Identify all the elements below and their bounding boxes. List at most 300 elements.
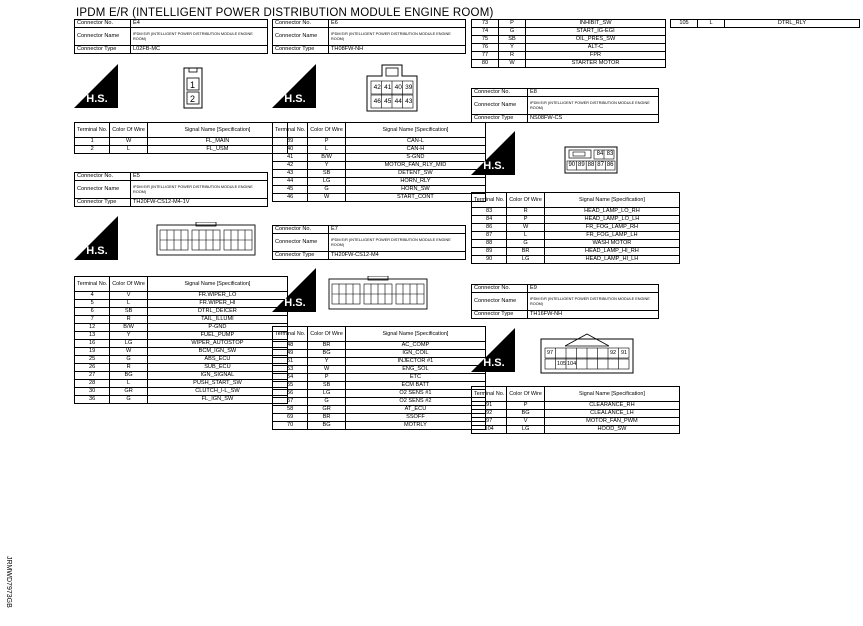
terminal-no: 44	[273, 178, 308, 186]
wire-color: W	[499, 60, 526, 68]
connector-type-label: Connector Type	[75, 199, 131, 207]
wire-color: G	[308, 398, 346, 406]
signal-name: HOOD_SW	[544, 426, 679, 434]
terminal-no: 45	[273, 186, 308, 194]
signal-name: MOTRLY	[345, 422, 485, 430]
connector-name-value: IPDM E/R (INTELLIGENT POWER DISTRIBUTION MODULE ENGINE ROOM)	[131, 28, 268, 46]
connector-name-value: IPDM E/R (INTELLIGENT POWER DISTRIBUTION MODULE ENGINE ROOM)	[528, 97, 659, 115]
table-row	[273, 170, 486, 178]
wire-color: R	[499, 52, 526, 60]
wire-color: BG	[308, 350, 346, 358]
wire-color: P	[507, 402, 545, 410]
pin-label: 86	[606, 162, 614, 168]
signal-name: CAN-L	[345, 138, 485, 146]
wire-color: LG	[308, 390, 346, 398]
wire-color: L	[110, 380, 148, 388]
terminal-no: 54	[273, 374, 308, 382]
wire-color-header: Color Of Wire	[110, 123, 148, 138]
terminal-no: 25	[75, 356, 110, 364]
terminal-no: 84	[472, 216, 507, 224]
wire-color: R	[110, 316, 148, 324]
wire-color: L	[698, 20, 725, 28]
connector-e9-signal-table	[471, 386, 680, 434]
wire-color: W	[110, 138, 148, 146]
signal-name: PUSH_START_SW	[147, 380, 287, 388]
connector-type-value: TH08FW-NH	[329, 46, 466, 54]
signal-name: START_IG-EGI	[526, 28, 666, 36]
connector-name-value: IPDM E/R (INTELLIGENT POWER DISTRIBUTION MODULE ENGINE ROOM)	[131, 181, 268, 199]
wire-color: P	[507, 216, 545, 224]
connector-no-label: Connector No.	[472, 285, 528, 293]
table-row	[273, 382, 486, 390]
connector-e5-info	[74, 172, 268, 207]
signal-name: FUEL_PUMP	[147, 332, 287, 340]
connector-name-value: IPDM E/R (INTELLIGENT POWER DISTRIBUTION MODULE ENGINE ROOM)	[329, 234, 466, 252]
wire-color: G	[499, 28, 526, 36]
connector-no-value: E6	[329, 20, 466, 28]
connector-no-label: Connector No.	[75, 173, 131, 181]
wire-color: SB	[110, 308, 148, 316]
connector-e4-face	[183, 67, 203, 114]
connector-type-label: Connector Type	[273, 46, 329, 54]
wire-color-header: Color Of Wire	[110, 277, 148, 292]
terminal-no: 41	[273, 154, 308, 162]
pin-label: 2	[190, 94, 196, 104]
terminal-no: 55	[273, 382, 308, 390]
svg-text:H.S.: H.S.	[86, 245, 108, 257]
table-row	[472, 426, 680, 434]
hs-icon	[471, 328, 515, 372]
connector-name-value: IPDM E/R (INTELLIGENT POWER DISTRIBUTION MODULE ENGINE ROOM)	[329, 28, 466, 46]
wire-color: LG	[507, 426, 545, 434]
connector-e9-continued-table	[670, 19, 860, 28]
signal-name: MOTOR_FAN_PWM	[544, 418, 679, 426]
wire-color: SB	[499, 36, 526, 44]
signal-name-header: Signal Name [Specification]	[544, 193, 679, 208]
table-row	[472, 232, 680, 240]
wire-color: P	[308, 374, 346, 382]
table-row	[273, 138, 486, 146]
table-row	[472, 418, 680, 426]
terminal-no: 90	[472, 256, 507, 264]
terminal-no: 53	[273, 366, 308, 374]
table-row	[472, 20, 666, 28]
connector-e5-signal-table	[74, 276, 288, 404]
wire-color: LG	[110, 340, 148, 348]
signal-name: ALT-C	[526, 44, 666, 52]
terminal-no: 69	[273, 414, 308, 422]
table-row	[472, 60, 666, 68]
terminal-no: 27	[75, 372, 110, 380]
terminal-no: 46	[273, 194, 308, 202]
table-row	[75, 324, 288, 332]
wire-color: BR	[308, 342, 346, 350]
wire-color: GR	[308, 406, 346, 414]
table-row	[75, 300, 288, 308]
connector-no-label: Connector No.	[273, 226, 329, 234]
wire-color: BG	[110, 372, 148, 380]
terminal-no: 74	[472, 28, 499, 36]
terminal-no: 97	[472, 418, 507, 426]
table-row	[472, 28, 666, 36]
signal-name: HEAD_LAMP_HI_LH	[544, 256, 679, 264]
wire-color-header: Color Of Wire	[507, 387, 545, 402]
signal-name: WASH MOTOR	[544, 240, 679, 248]
terminal-no-header: Terminal No.	[273, 327, 308, 342]
terminal-no: 104	[472, 426, 507, 434]
wire-color: BR	[507, 248, 545, 256]
table-row	[75, 316, 288, 324]
connector-type-value: TH20FW-CS12-M4	[329, 252, 466, 260]
signal-name: HEAD_LAMP_LO_LH	[544, 216, 679, 224]
signal-name: HEAD_LAMP_LO_RH	[544, 208, 679, 216]
signal-name: BCM_IGN_SW	[147, 348, 287, 356]
connector-no-value: E7	[329, 226, 466, 234]
terminal-no: 57	[273, 398, 308, 406]
pin-label: 45	[384, 98, 392, 105]
terminal-no: 105	[671, 20, 698, 28]
hs-icon	[471, 131, 515, 175]
terminal-no: 73	[472, 20, 499, 28]
wire-color: BG	[507, 410, 545, 418]
signal-name: ETC	[345, 374, 485, 382]
connector-e9-face	[540, 332, 634, 379]
connector-name-label: Connector Name	[75, 28, 131, 46]
connector-e8-info	[471, 88, 659, 123]
table-row	[75, 388, 288, 396]
connector-type-label: Connector Type	[472, 115, 528, 123]
pin-label: 43	[405, 98, 413, 105]
connector-e7-info	[272, 225, 466, 260]
connector-name-label: Connector Name	[273, 234, 329, 252]
terminal-no-header: Terminal No.	[75, 277, 110, 292]
terminal-no: 26	[75, 364, 110, 372]
signal-name: SUB_ECU	[147, 364, 287, 372]
wire-color: B/W	[110, 324, 148, 332]
connector-type-label: Connector Type	[75, 46, 131, 54]
wire-color: L	[110, 146, 148, 154]
wire-color: W	[507, 224, 545, 232]
terminal-no-header: Terminal No.	[472, 193, 507, 208]
terminal-no: 48	[273, 342, 308, 350]
pin-label: 88	[587, 162, 595, 168]
connector-e4-info	[74, 19, 268, 54]
connector-no-value: E9	[528, 285, 659, 293]
connector-e8-face	[564, 146, 618, 179]
wire-color: V	[110, 292, 148, 300]
connector-e8-signal-table	[471, 192, 680, 264]
signal-name: O2 SENS #2	[345, 398, 485, 406]
table-row	[472, 402, 680, 410]
hs-icon	[74, 64, 118, 108]
wire-color: Y	[499, 44, 526, 52]
svg-text:H.S.: H.S.	[284, 297, 306, 309]
terminal-no: 2	[75, 146, 110, 154]
connector-name-label: Connector Name	[472, 97, 528, 115]
table-row	[75, 332, 288, 340]
connector-type-label: Connector Type	[472, 311, 528, 319]
table-row	[472, 256, 680, 264]
terminal-no: 36	[75, 396, 110, 404]
wire-color: P	[499, 20, 526, 28]
terminal-no: 92	[472, 410, 507, 418]
pin-label: 1	[190, 80, 196, 90]
terminal-no-header: Terminal No.	[75, 123, 110, 138]
connector-type-value: TH16FW-NH	[528, 311, 659, 319]
table-row	[273, 406, 486, 414]
table-row	[671, 20, 860, 28]
terminal-no: 88	[472, 240, 507, 248]
signal-name: S-GND	[345, 154, 485, 162]
terminal-no: 42	[273, 162, 308, 170]
connector-e4-signal-table	[74, 122, 288, 154]
wire-color: W	[308, 366, 346, 374]
signal-name: AT_ECU	[345, 406, 485, 414]
terminal-no: 91	[472, 402, 507, 410]
signal-name: P-GND	[147, 324, 287, 332]
table-row	[75, 364, 288, 372]
table-row	[75, 380, 288, 388]
table-row	[75, 348, 288, 356]
connector-no-value: E5	[131, 173, 268, 181]
table-row	[273, 186, 486, 194]
connector-e6-info	[272, 19, 466, 54]
connector-name-label: Connector Name	[75, 181, 131, 199]
wire-color: SB	[308, 382, 346, 390]
signal-name: DETENT_SW	[345, 170, 485, 178]
table-row	[273, 414, 486, 422]
connector-e6-signal-table	[272, 122, 486, 202]
wire-color: L	[110, 300, 148, 308]
signal-name: HORN_SW	[345, 186, 485, 194]
table-row	[472, 52, 666, 60]
connector-e6-face	[366, 64, 418, 117]
connector-name-value: IPDM E/R (INTELLIGENT POWER DISTRIBUTION MODULE ENGINE ROOM)	[528, 293, 659, 311]
signal-name: CLEALANCE_LH	[544, 410, 679, 418]
wire-color: BG	[308, 422, 346, 430]
table-row	[75, 372, 288, 380]
svg-text:H.S.: H.S.	[284, 93, 306, 105]
pin-label: 39	[405, 84, 413, 91]
terminal-no: 6	[75, 308, 110, 316]
table-row	[273, 358, 486, 366]
wire-color: B/W	[308, 154, 346, 162]
signal-name: O2 SENS #1	[345, 390, 485, 398]
wire-color: G	[110, 396, 148, 404]
signal-name: MOTOR_FAN_RLY_MID	[345, 162, 485, 170]
terminal-no: 75	[472, 36, 499, 44]
pin-label: 46	[373, 98, 381, 105]
table-row	[472, 410, 680, 418]
wire-color: R	[507, 208, 545, 216]
connector-e5-face	[156, 222, 256, 263]
connector-e7-signal-table	[272, 326, 486, 430]
wire-color: W	[110, 348, 148, 356]
table-row	[273, 162, 486, 170]
terminal-no: 12	[75, 324, 110, 332]
terminal-no: 40	[273, 146, 308, 154]
signal-name: DTRL_RLY	[725, 20, 860, 28]
hs-icon	[74, 216, 118, 260]
terminal-no: 87	[472, 232, 507, 240]
signal-name: FR.WIPER_LO	[147, 292, 287, 300]
signal-name: IGN_SIGNAL	[147, 372, 287, 380]
connector-e9-info	[471, 284, 659, 319]
signal-name: HEAD_LAMP_HI_RH	[544, 248, 679, 256]
pin-label: 104	[567, 361, 577, 367]
pin-label: 87	[597, 162, 604, 168]
table-row	[273, 146, 486, 154]
terminal-no: 77	[472, 52, 499, 60]
table-row	[273, 422, 486, 430]
wire-color: L	[507, 232, 545, 240]
pin-label: 83	[606, 151, 614, 157]
wire-color: V	[507, 418, 545, 426]
table-row	[273, 342, 486, 350]
wire-color: BR	[308, 414, 346, 422]
wire-color-header: Color Of Wire	[507, 193, 545, 208]
table-row	[472, 224, 680, 232]
terminal-no: 16	[75, 340, 110, 348]
wire-color: G	[507, 240, 545, 248]
table-row	[273, 390, 486, 398]
table-row	[273, 154, 486, 162]
signal-name: FL_MAIN	[147, 138, 287, 146]
terminal-no: 89	[472, 248, 507, 256]
terminal-no: 76	[472, 44, 499, 52]
wire-color: LG	[507, 256, 545, 264]
terminal-no: 13	[75, 332, 110, 340]
signal-name: INJECTOR #1	[345, 358, 485, 366]
terminal-no: 83	[472, 208, 507, 216]
signal-name: INHIBIT_SW	[526, 20, 666, 28]
pin-label: 42	[373, 84, 381, 91]
terminal-no: 80	[472, 60, 499, 68]
table-row	[273, 350, 486, 358]
wire-color: SB	[308, 170, 346, 178]
terminal-no: 49	[273, 350, 308, 358]
signal-name: SSOFF	[345, 414, 485, 422]
connector-no-value: E4	[131, 20, 268, 28]
terminal-no: 70	[273, 422, 308, 430]
signal-name: ENG_SOL	[345, 366, 485, 374]
table-row	[273, 374, 486, 382]
connector-name-label: Connector Name	[472, 293, 528, 311]
terminal-no: 19	[75, 348, 110, 356]
signal-name: OIL_PRES_SW	[526, 36, 666, 44]
terminal-no: 56	[273, 390, 308, 398]
page-title: IPDM E/R (INTELLIGENT POWER DISTRIBUTION MODULE ENGINE ROOM)	[76, 7, 494, 19]
wire-color: Y	[110, 332, 148, 340]
signal-name: FPR	[526, 52, 666, 60]
terminal-no: 86	[472, 224, 507, 232]
table-row	[273, 178, 486, 186]
table-row	[472, 240, 680, 248]
signal-name: TAIL_ILLUMI	[147, 316, 287, 324]
wire-color: LG	[308, 178, 346, 186]
terminal-no: 7	[75, 316, 110, 324]
signal-name: FR_FOG_LAMP_RH	[544, 224, 679, 232]
signal-name: FL_IGN_SW	[147, 396, 287, 404]
terminal-no: 4	[75, 292, 110, 300]
signal-name: IGN_COIL	[345, 350, 485, 358]
wire-color: GR	[110, 388, 148, 396]
connector-type-value: L02FB-MC	[131, 46, 268, 54]
pin-label: 105	[557, 361, 567, 367]
signal-name: CLEARANCE_RH	[544, 402, 679, 410]
connector-no-label: Connector No.	[472, 89, 528, 97]
table-row	[75, 340, 288, 348]
pin-label: 40	[394, 84, 402, 91]
signal-name: STARTER MOTOR	[526, 60, 666, 68]
signal-name-header: Signal Name [Specification]	[345, 123, 485, 138]
terminal-no: 39	[273, 138, 308, 146]
pin-label: 92	[610, 350, 617, 356]
connector-name-label: Connector Name	[273, 28, 329, 46]
signal-name: FR_FOG_LAMP_LH	[544, 232, 679, 240]
pin-label: 41	[384, 84, 392, 91]
terminal-no: 51	[273, 358, 308, 366]
terminal-no: 43	[273, 170, 308, 178]
wire-color: R	[110, 364, 148, 372]
table-row	[273, 366, 486, 374]
table-row	[472, 36, 666, 44]
wire-color: G	[110, 356, 148, 364]
pin-label: 90	[568, 162, 576, 168]
table-row	[273, 194, 486, 202]
signal-name: ABS_ECU	[147, 356, 287, 364]
table-row	[472, 208, 680, 216]
signal-name: FR.WIPER_HI	[147, 300, 287, 308]
signal-name: AC_COMP	[345, 342, 485, 350]
wire-color: G	[308, 186, 346, 194]
signal-name: CAN-H	[345, 146, 485, 154]
connector-e7-face	[328, 276, 428, 317]
hs-icon	[272, 268, 316, 312]
terminal-no: 30	[75, 388, 110, 396]
pin-label: 84	[596, 151, 604, 157]
signal-name: START_CONT	[345, 194, 485, 202]
wire-color: W	[308, 194, 346, 202]
signal-name: WIPER_AUTOSTOP	[147, 340, 287, 348]
svg-text:H.S.: H.S.	[483, 357, 505, 369]
connector-type-value: TH20FW-CS12-M4-1V	[131, 199, 268, 207]
connector-e7-continued-table	[471, 19, 666, 68]
terminal-no-header: Terminal No.	[273, 123, 308, 138]
signal-name-header: Signal Name [Specification]	[544, 387, 679, 402]
signal-name: CLUTCH_I-L_SW	[147, 388, 287, 396]
table-row	[472, 44, 666, 52]
pin-label: 97	[547, 350, 554, 356]
connector-type-label: Connector Type	[273, 252, 329, 260]
table-row	[75, 138, 288, 146]
table-row	[472, 216, 680, 224]
document-code: JRMWD7973GB	[5, 556, 12, 608]
pin-label: 91	[621, 350, 628, 356]
table-row	[75, 292, 288, 300]
signal-name-header: Signal Name [Specification]	[147, 123, 287, 138]
wire-color-header: Color Of Wire	[308, 123, 346, 138]
terminal-no: 28	[75, 380, 110, 388]
terminal-no: 58	[273, 406, 308, 414]
signal-name: ECM BATT	[345, 382, 485, 390]
terminal-no-header: Terminal No.	[472, 387, 507, 402]
signal-name: DTRL_DEICER	[147, 308, 287, 316]
terminal-no: 1	[75, 138, 110, 146]
table-row	[472, 248, 680, 256]
svg-text:H.S.: H.S.	[86, 93, 108, 105]
connector-no-value: E8	[528, 89, 659, 97]
